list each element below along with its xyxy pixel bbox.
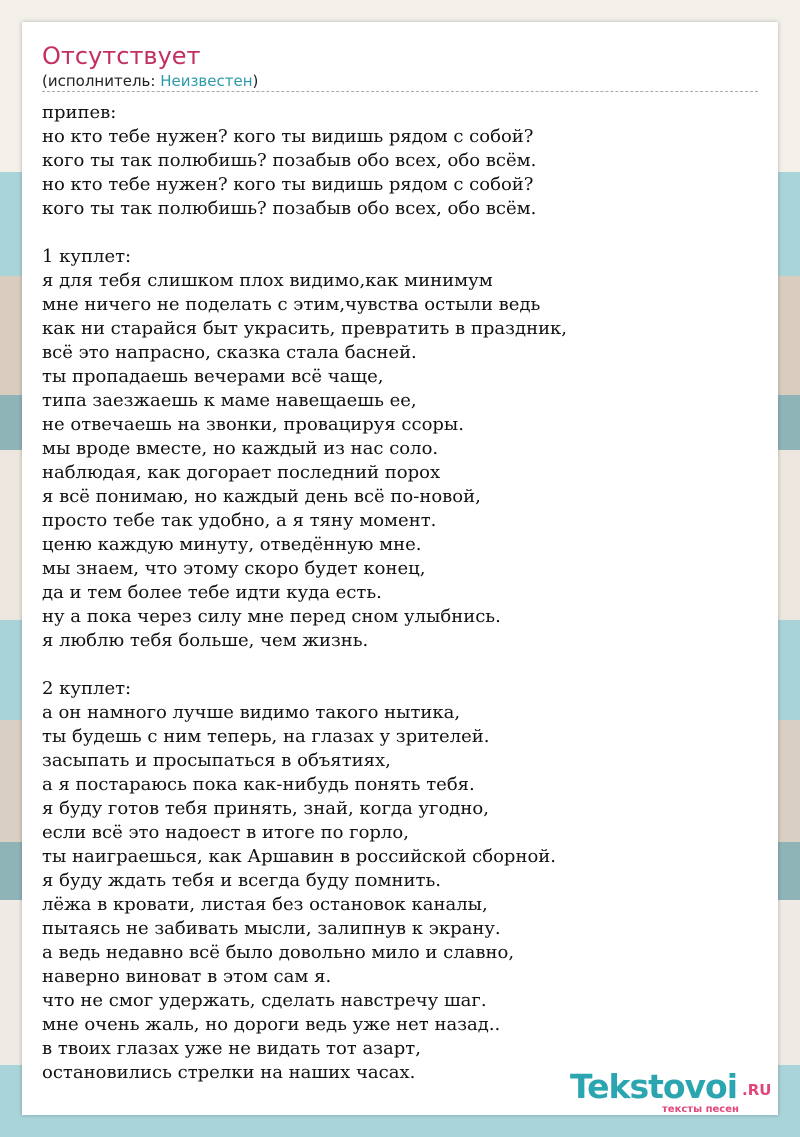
- lyrics-text: припев: но кто тебе нужен? кого ты видишь рядом с собой? кого ты так полюбишь? позабыв обо всех, обо всём. но кто тебе нужен? кого ты видишь рядом с собой? кого ты так полюбишь? позабыв обо всех, обо всём. 1 куплет: я для тебя слишком плох видимо,как минимум мне ничего не поделать с этим,чувства остыли ведь как ни старайся быт украсить, превратить в праздник, всё это напрасно, сказка стала басней. ты пропадаешь вечерами всё чаще, типа заезжаешь к маме навещаешь ее, не отвечаешь на звонки, провацируя ссоры. мы вроде вместе, но каждый из нас соло. наблюдая, как догорает последний порох я всё понимаю, но каждый день всё по-новой, просто тебе так удобно, а я тяну момент. ценю каждую минуту, отведённую мне. мы знаем, что этому скоро будет конец, да и тем более тебе идти куда есть. ну а пока через силу мне перед сном улыбнись. я люблю тебя больше, чем жизнь. 2 куплет: а он намного лучше видимо такого нытика, ты будешь с ним теперь, на глазах у зрителей. засыпать и просыпаться в объятиях, а я постараюсь пока как-нибудь понять тебя. я буду готов тебя принять, знай, когда угодно, если всё это надоест в итоге по горло, ты наиграешься, как Аршавин в российской сборной. я буду ждать тебя и всегда буду помнить. лёжа в кровати, листая без остановок каналы, пытаясь не забивать мысли, залипнув к экрану. а ведь недавно всё было довольно мило и славно, наверно виноват в этом сам я. что не смог удержать, сделать навстречу шаг. мне очень жаль, но дороги ведь уже нет назад.. в твоих глазах уже не видать тот азарт, остановились стрелки на наших часах.: [42, 102, 568, 1083]
- song-title: Отсутствует: [42, 42, 201, 70]
- artist-line: [42, 72, 258, 90]
- artist-link[interactable]: Неизвестен: [160, 72, 253, 90]
- lyrics-card: [22, 22, 778, 1115]
- logo-tagline: тексты песен: [662, 1104, 739, 1115]
- logo-name: Tekstovoi: [570, 1067, 738, 1106]
- artist-suffix: ): [252, 72, 259, 90]
- artist-prefix: (исполнитель:: [42, 72, 161, 90]
- site-logo[interactable]: [570, 1067, 780, 1117]
- logo-tld: .RU: [742, 1081, 772, 1099]
- divider: [42, 91, 758, 92]
